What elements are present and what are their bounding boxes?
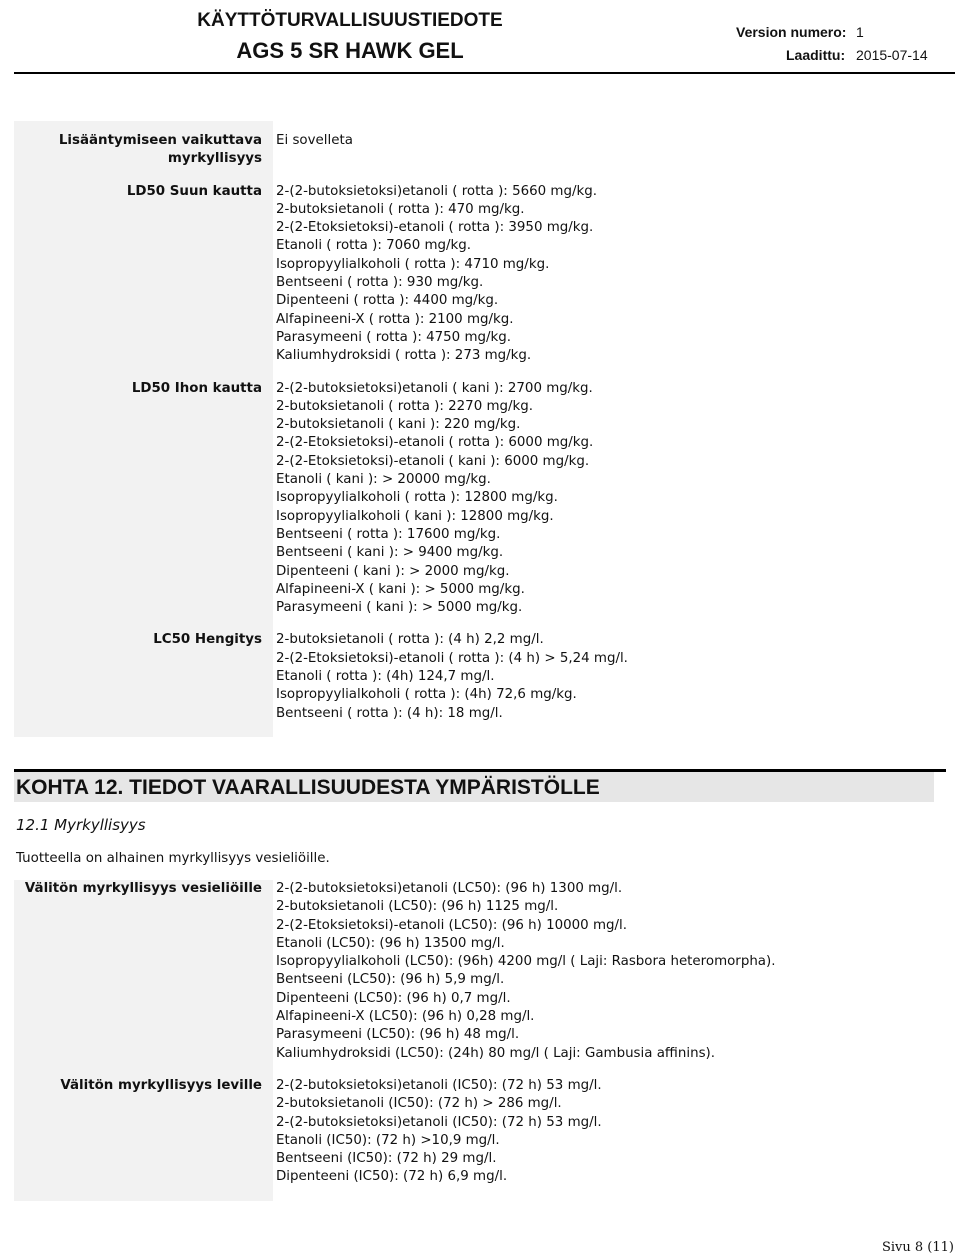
- page-number: Sivu 8 (11): [881, 1240, 954, 1255]
- value-line: Parasymeeni ( kani ): > 5000 mg/kg.: [276, 600, 523, 616]
- value-line: 2-butoksietanoli ( kani ): 220 mg/kg.: [276, 417, 521, 433]
- value-line: 2-(2-Etoksietoksi)-etanoli ( rotta ): (4 h) > 5,24 mg/l.: [276, 650, 628, 666]
- document-type-title: KÄYTTÖTURVALLISUUSTIEDOTE: [197, 10, 503, 31]
- table-spacer-row: [14, 1063, 955, 1077]
- value-line: Etanoli (LC50): (96 h) 13500 mg/l.: [276, 935, 505, 951]
- ecotoxicity-table-body: [14, 880, 955, 1201]
- value-line: Isopropyylialkoholi ( rotta ): 4710 mg/kg.: [276, 256, 550, 272]
- value-line: 2-(2-Etoksietoksi)-etanoli ( rotta ): 6000 mg/kg.: [276, 435, 594, 451]
- table-spacer-row: [14, 366, 955, 380]
- value-line: Isopropyylialkoholi ( rotta ): 12800 mg/kg.: [276, 490, 558, 506]
- table-row: [14, 631, 955, 722]
- table-row: [14, 380, 955, 618]
- toxicity-table-body: [14, 121, 955, 737]
- value-line: 2-(2-butoksietoksi)etanoli ( kani ): 2700 mg/kg.: [276, 380, 593, 396]
- table-row: [14, 132, 955, 169]
- value-line: 2-(2-butoksietoksi)etanoli (LC50): (96 h) 1300 mg/l.: [276, 881, 623, 896]
- value-line: 2-(2-Etoksietoksi)-etanoli (LC50): (96 h) 10000 mg/l.: [276, 917, 627, 933]
- table-row: [14, 183, 955, 366]
- value-line: Isopropyylialkoholi ( rotta ): (4h) 72,6 mg/kg.: [276, 687, 577, 703]
- value-line: Dipenteeni (IC50): (72 h) 6,9 mg/l.: [276, 1169, 508, 1185]
- product-name: AGS 5 SR HAWK GEL: [236, 38, 464, 63]
- value-line: Bentseeni ( rotta ): (4 h): 18 mg/l.: [276, 705, 503, 721]
- value-line: 2-butoksietanoli (LC50): (96 h) 1125 mg/l.: [276, 899, 559, 915]
- value-line: Isopropyylialkoholi ( kani ): 12800 mg/kg.: [276, 508, 554, 524]
- date-label: Laadittu:: [786, 47, 846, 63]
- row-label: LD50 Ihon kautta: [14, 380, 273, 618]
- value-line: 2-butoksietanoli ( rotta ): 2270 mg/kg.: [276, 398, 534, 414]
- value-line: Dipenteeni (LC50): (96 h) 0,7 mg/l.: [276, 990, 511, 1006]
- table-row: [14, 1077, 955, 1187]
- value-line: Bentseeni ( rotta ): 930 mg/kg.: [276, 275, 484, 291]
- value-line: Alfapineeni-X ( rotta ): 2100 mg/kg.: [276, 311, 514, 327]
- value-line: Kaliumhydroksidi ( rotta ): 273 mg/kg.: [276, 348, 532, 364]
- version-info: [736, 24, 946, 40]
- section-intro-text: Tuotteella on alhainen myrkyllisyys vesieliöille.: [16, 851, 330, 866]
- ecotoxicity-table: [14, 880, 955, 1201]
- value-line: Etanoli ( rotta ): 7060 mg/kg.: [276, 238, 472, 254]
- value-line: Etanoli ( kani ): > 20000 mg/kg.: [276, 472, 491, 488]
- value-line: 2-butoksietanoli (IC50): (72 h) > 286 mg/l.: [276, 1096, 562, 1112]
- section-12-title: KOHTA 12. TIEDOT VAARALLISUUDESTA YMPÄRISTÖLLE: [14, 772, 934, 802]
- row-label: Välitön myrkyllisyys vesieliöille: [14, 880, 273, 1063]
- value-line: Ei sovelleta: [276, 133, 353, 148]
- value-line: Dipenteeni ( kani ): > 2000 mg/kg.: [276, 563, 510, 579]
- value-line: Bentseeni ( rotta ): 17600 mg/kg.: [276, 526, 501, 542]
- date-value: 2015-07-14: [856, 47, 928, 63]
- value-line: Isopropyylialkoholi (LC50): (96h) 4200 mg/l ( Laji: Rasbora heteromorpha).: [276, 954, 776, 970]
- value-line: Etanoli ( rotta ): (4h) 124,7 mg/l.: [276, 669, 495, 685]
- table-spacer-row: [14, 617, 955, 631]
- value-line: 2-butoksietanoli ( rotta ): 470 mg/kg.: [276, 201, 525, 217]
- value-line: Alfapineeni-X (LC50): (96 h) 0,28 mg/l.: [276, 1009, 535, 1025]
- value-line: Kaliumhydroksidi (LC50): (24h) 80 mg/l ( Laji: Gambusia affinins).: [276, 1045, 716, 1061]
- toxicity-table: [14, 121, 955, 737]
- subsection-title: 12.1 Myrkyllisyys: [16, 816, 146, 834]
- row-values: [273, 183, 955, 366]
- value-line: 2-(2-butoksietoksi)etanoli (IC50): (72 h) 53 mg/l.: [276, 1077, 602, 1093]
- table-spacer-row: [14, 121, 955, 132]
- table-spacer-row: [14, 169, 955, 183]
- row-values: [273, 631, 955, 722]
- row-label: LD50 Suun kautta: [14, 183, 273, 366]
- row-label: LC50 Hengitys: [14, 631, 273, 722]
- row-values: [273, 880, 955, 1063]
- value-line: Bentseeni (LC50): (96 h) 5,9 mg/l.: [276, 972, 505, 988]
- value-line: Alfapineeni-X ( kani ): > 5000 mg/kg.: [276, 581, 525, 597]
- row-label: Lisääntymiseen vaikuttava myrkyllisyys: [14, 132, 273, 169]
- header-divider: [14, 72, 955, 74]
- value-line: Bentseeni ( kani ): > 9400 mg/kg.: [276, 545, 504, 561]
- value-line: 2-(2-butoksietoksi)etanoli ( rotta ): 5660 mg/kg.: [276, 183, 597, 199]
- value-line: Parasymeeni (LC50): (96 h) 48 mg/l.: [276, 1027, 520, 1043]
- value-line: 2-(2-butoksietoksi)etanoli (IC50): (72 h) 53 mg/l.: [276, 1114, 602, 1130]
- version-label: Version numero:: [736, 24, 847, 40]
- table-spacer-row: [14, 1187, 955, 1201]
- value-line: Etanoli (IC50): (72 h) >10,9 mg/l.: [276, 1132, 500, 1148]
- row-values: [273, 380, 955, 618]
- row-label: Välitön myrkyllisyys leville: [14, 1077, 273, 1187]
- value-line: 2-(2-Etoksietoksi)-etanoli ( rotta ): 3950 mg/kg.: [276, 220, 594, 236]
- value-line: 2-butoksietanoli ( rotta ): (4 h) 2,2 mg/l.: [276, 632, 544, 648]
- table-spacer-row: [14, 723, 955, 737]
- date-info: [786, 47, 946, 63]
- row-values: [273, 1077, 955, 1187]
- value-line: 2-(2-Etoksietoksi)-etanoli ( kani ): 6000 mg/kg.: [276, 453, 590, 469]
- row-values: [273, 132, 955, 169]
- value-line: Bentseeni (IC50): (72 h) 29 mg/l.: [276, 1151, 497, 1167]
- version-value: 1: [856, 24, 864, 40]
- value-line: Dipenteeni ( rotta ): 4400 mg/kg.: [276, 293, 499, 309]
- value-line: Parasymeeni ( rotta ): 4750 mg/kg.: [276, 329, 512, 345]
- table-row: [14, 880, 955, 1063]
